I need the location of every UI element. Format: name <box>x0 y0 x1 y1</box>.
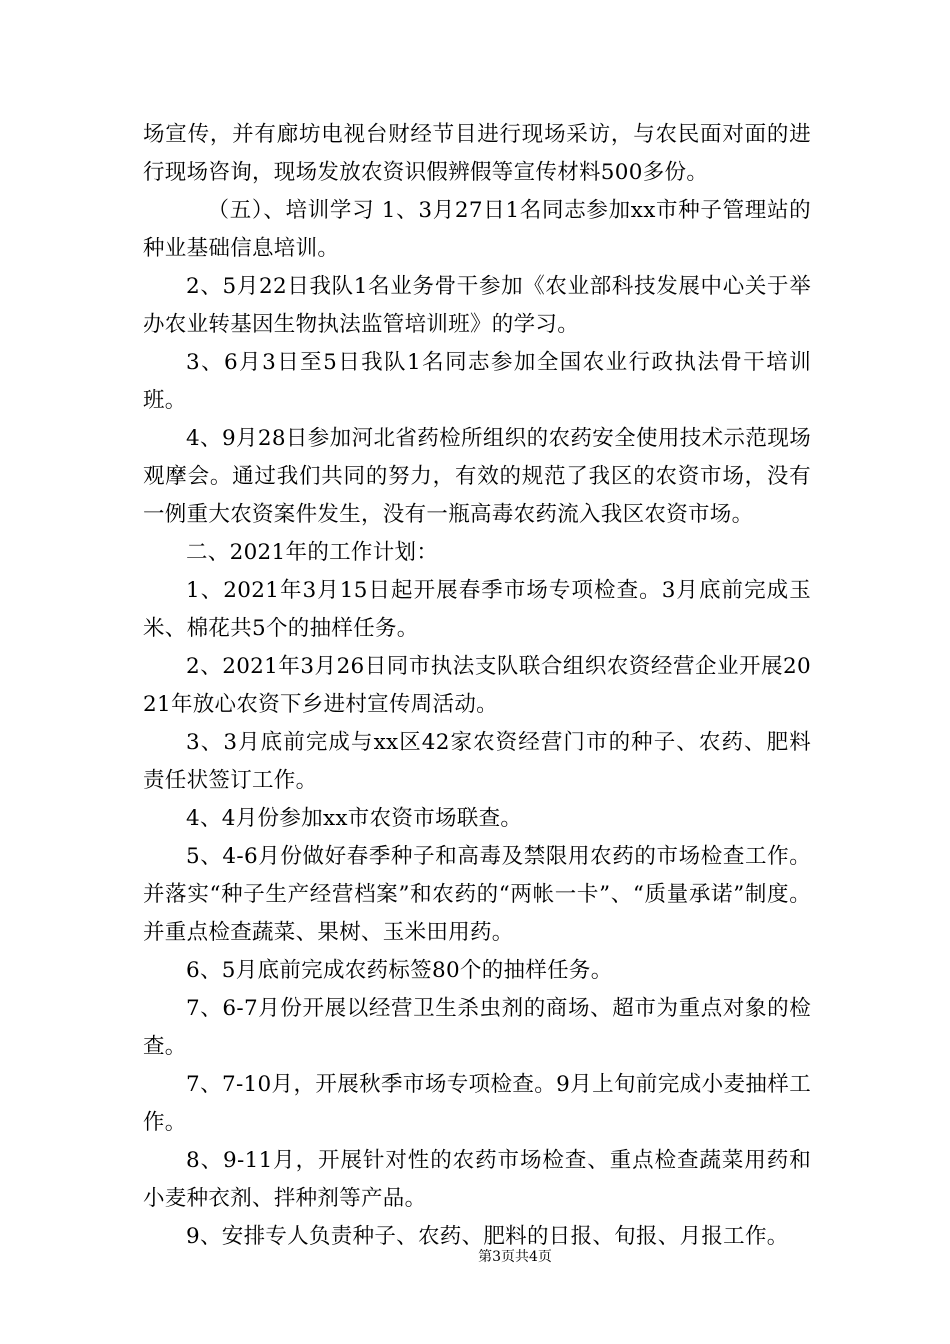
paragraph-3: 2、5月22日我队1名业务骨干参加《农业部科技发展中心关于举办农业转基因生物执法监管培训班》的学习。 <box>143 274 811 337</box>
paragraph-7: 1、2021年3月15日起开展春季市场专项检查。3月底前完成玉米、棉花共5个的抽样任务。 <box>143 578 811 641</box>
paragraph-14: 7、7-10月，开展秋季市场专项检查。9月上旬前完成小麦抽样工作。 <box>143 1072 811 1135</box>
paragraph-2: （五）、培训学习 1、3月27日1名同志参加xx市种子管理站的种业基础信息培训。 <box>143 198 811 261</box>
paragraph-5: 4、9月28日参加河北省药检所组织的农药安全使用技术示范现场观摩会。通过我们共同的努力，有效的规范了我区的农资市场，没有一例重大农资案件发生，没有一瓶高毒农药流入我区农资市场。 <box>143 426 811 527</box>
paragraph-12: 6、5月底前完成农药标签80个的抽样任务。 <box>186 958 613 983</box>
section-heading-plan: 二、2021年的工作计划： <box>186 540 439 565</box>
paragraph-8: 2、2021年3月26日同市执法支队联合组织农资经营企业开展2021年放心农资下乡进村宣传周活动。 <box>143 654 811 717</box>
page-number-footer: 第3页共4页 <box>478 1249 552 1265</box>
paragraph-15: 8、9-11月，开展针对性的农药市场检查、重点检查蔬菜用药和小麦种衣剂、拌种剂等产品。 <box>143 1148 811 1211</box>
paragraph-9: 3、3月底前完成与xx区42家农资经营门市的种子、农药、肥料责任状签订工作。 <box>143 730 811 793</box>
paragraph-11: 5、4-6月份做好春季种子和高毒及禁限用农药的市场检查工作。并落实“种子生产经营档案”和农药的“两帐一卡”、“质量承诺”制度。并重点检查蔬菜、果树、玉米田用药。 <box>143 844 811 945</box>
document-body <box>143 116 811 1256</box>
paragraph-13: 7、6-7月份开展以经营卫生杀虫剂的商场、超市为重点对象的检查。 <box>143 996 811 1059</box>
paragraph-4: 3、6月3日至5日我队1名同志参加全国农业行政执法骨干培训班。 <box>143 350 811 413</box>
paragraph-16: 9、安排专人负责种子、农药、肥料的日报、旬报、月报工作。 <box>186 1224 789 1249</box>
paragraph-1: 场宣传，并有廊坊电视台财经节目进行现场采访，与农民面对面的进行现场咨询，现场发放农资识假辨假等宣传材料500多份。 <box>143 122 811 185</box>
paragraph-10: 4、4月份参加xx市农资市场联查。 <box>186 806 523 831</box>
